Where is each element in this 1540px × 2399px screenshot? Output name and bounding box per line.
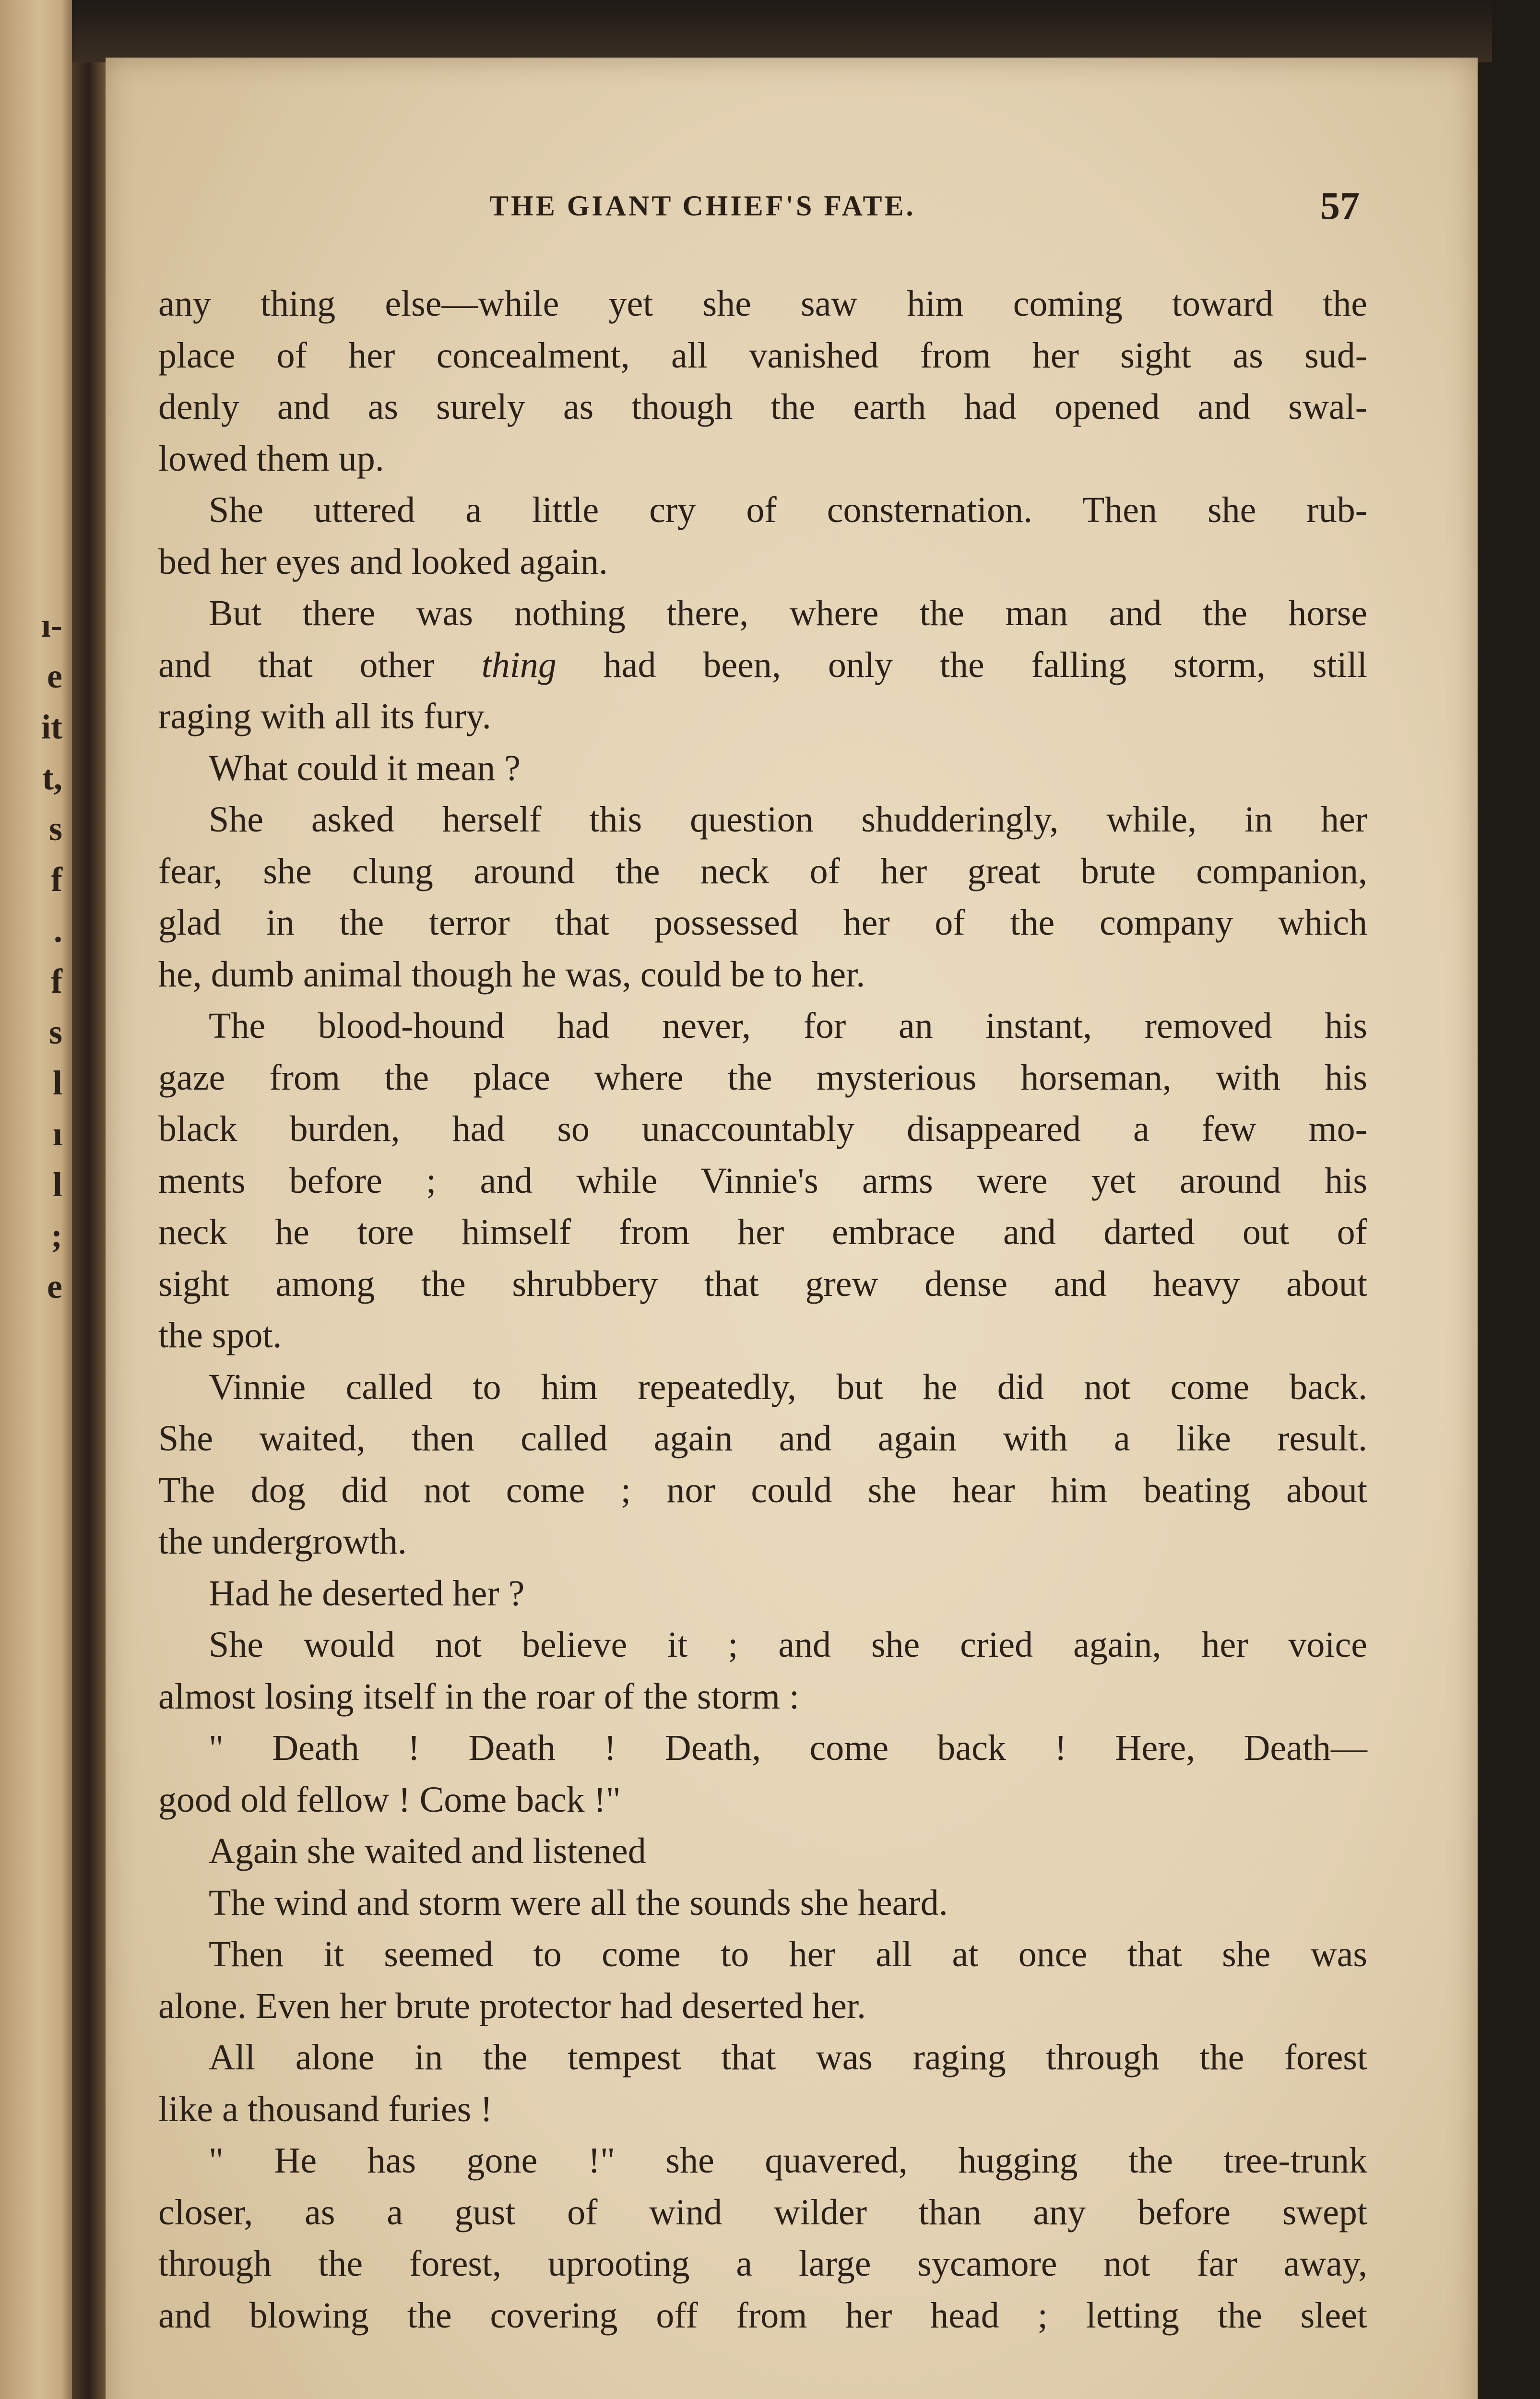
text-line: Then it seemed to come to her all at once that she was: [209, 1934, 1367, 1974]
left-page-fragment: ;: [51, 1216, 62, 1255]
text-line: sight among the shrubbery that grew dense and heavy about: [158, 1263, 1367, 1304]
page-top-shadow: [72, 0, 1492, 62]
text-line: What could it mean ?: [209, 748, 521, 788]
left-page-fragment: .: [54, 911, 62, 950]
text-line: bed her eyes and looked again.: [158, 541, 608, 582]
left-page-fragment: s: [48, 809, 62, 848]
text-line: " He has gone !" she quavered, hugging the tree-trunk: [209, 2140, 1367, 2181]
text-line: and blowing the covering off from her head ; letting the sleet: [158, 2295, 1367, 2336]
text-line: place of her concealment, all vanished from her sight as sud-: [158, 335, 1367, 376]
left-page-fragment: l: [52, 1064, 62, 1102]
running-head: THE GIANT CHIEF'S FATE.: [489, 190, 916, 222]
text-line: The dog did not come ; nor could she hear him beating about: [158, 1470, 1367, 1510]
text-line: neck he tore himself from her embrace and darted out of: [158, 1212, 1367, 1252]
left-page-edge: [0, 0, 72, 2399]
left-page-fragment: f: [51, 962, 62, 1000]
text-line: Had he deserted her ?: [209, 1573, 525, 1614]
text-line: She asked herself this question shudderingly, while, in her: [209, 799, 1367, 840]
left-page-fragment: s: [48, 1013, 62, 1051]
text-line: any thing else—while yet she saw him coming toward the: [158, 284, 1367, 324]
text-line: black burden, had so unaccountably disappeared a few mo-: [158, 1109, 1367, 1149]
text-line: the undergrowth.: [158, 1521, 407, 1562]
body-text: [158, 278, 1367, 2341]
text-line: She uttered a little cry of consternation. Then she rub-: [209, 490, 1367, 530]
text-line: through the forest, uprooting a large sycamore not far away,: [158, 2244, 1367, 2284]
left-page-fragment: it: [41, 708, 62, 746]
text-line: and that other thing had been, only the falling storm, still: [158, 644, 1368, 685]
text-line: raging with all its fury.: [158, 696, 491, 736]
left-page-fragment: e: [47, 657, 62, 695]
left-page-fragment: f: [51, 860, 62, 899]
book-gutter: [72, 0, 106, 2399]
text-line: he, dumb animal though he was, could be to her.: [158, 954, 865, 995]
text-line: closer, as a gust of wind wilder than any before swept: [158, 2192, 1367, 2233]
left-page-text-fragments: [0, 600, 62, 1312]
left-page-fragment: ı-: [41, 606, 62, 644]
left-page-fragment: l: [52, 1165, 62, 1204]
left-page-fragment: e: [47, 1267, 62, 1306]
left-page-fragment: ı: [52, 1115, 62, 1153]
text-line: denly and as surely as though the earth had opened and swal-: [158, 387, 1367, 427]
text-line: " Death ! Death ! Death, come back ! Here, Death—: [209, 1728, 1367, 1768]
text-line: But there was nothing there, where the man and the horse: [209, 593, 1367, 633]
text-line: ments before ; and while Vinnie's arms were yet around his: [158, 1160, 1367, 1201]
text-line: gaze from the place where the mysterious horseman, with his: [158, 1057, 1367, 1098]
text-line: Again she waited and listened: [209, 1831, 646, 1871]
left-page-fragment: t,: [42, 759, 62, 797]
text-line: the spot.: [158, 1315, 282, 1355]
text-line: almost losing itself in the roar of the storm :: [158, 1676, 800, 1717]
text-line: She would not believe it ; and she cried again, her voice: [209, 1625, 1367, 1665]
text-line: fear, she clung around the neck of her great brute companion,: [158, 851, 1367, 891]
text-line: good old fellow ! Come back !": [158, 1779, 621, 1820]
text-line: She waited, then called again and again with a like result.: [158, 1418, 1367, 1459]
text-line: glad in the terror that possessed her of the company which: [158, 903, 1367, 943]
text-line: lowed them up.: [158, 438, 384, 479]
text-line: The blood-hound had never, for an instant, removed his: [209, 1006, 1367, 1046]
text-line: The wind and storm were all the sounds she heard.: [209, 1882, 948, 1923]
text-line: All alone in the tempest that was raging through the forest: [209, 2037, 1367, 2078]
page-number: 57: [1320, 184, 1360, 227]
text-line: alone. Even her brute protector had deserted her.: [158, 1985, 866, 2026]
text-line: like a thousand furies !: [158, 2089, 493, 2129]
text-line: Vinnie called to him repeatedly, but he did not come back.: [209, 1366, 1367, 1407]
